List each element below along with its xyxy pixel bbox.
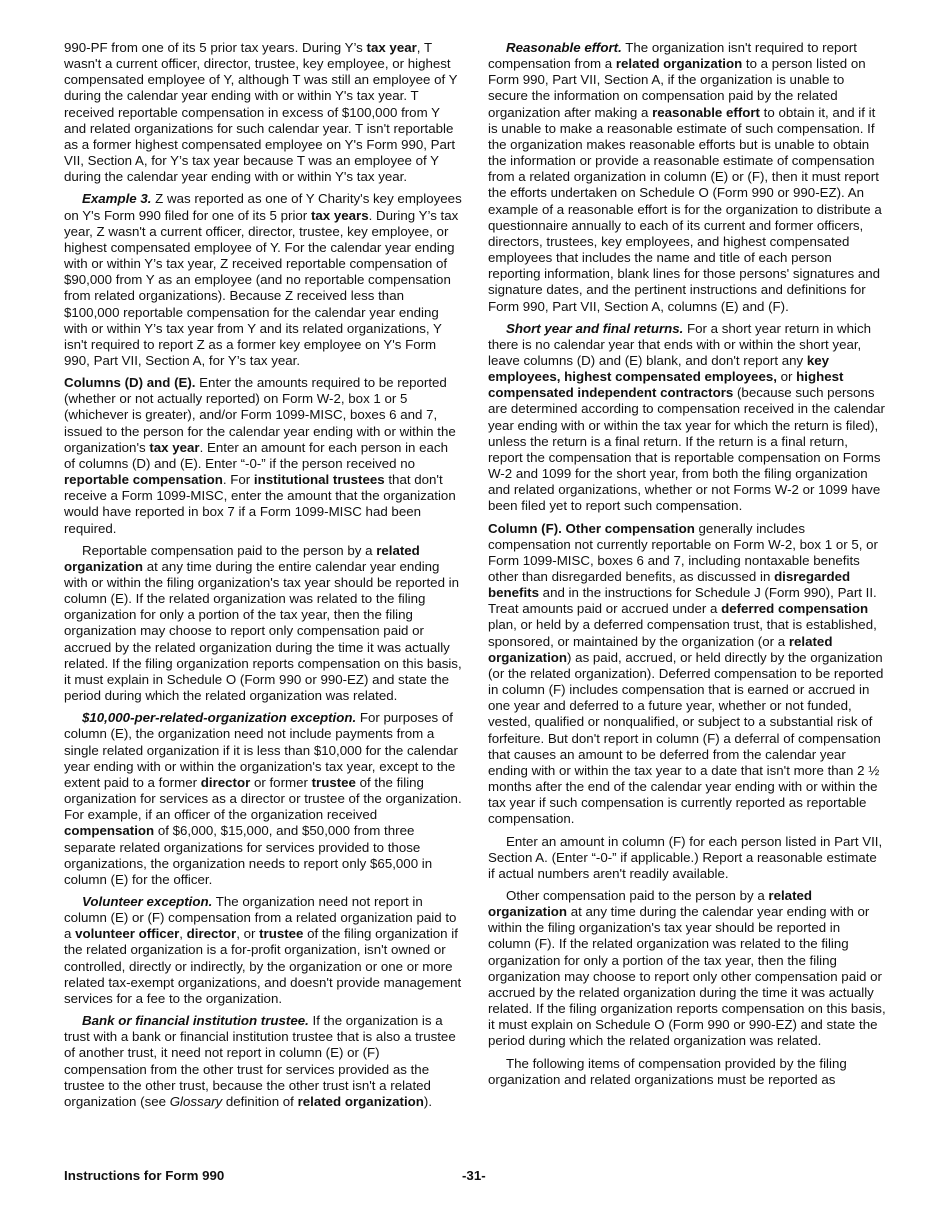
text-run: Column (F). Other compensation: [488, 520, 695, 536]
text-run: and in the instructions for Schedule J (Form 990), Part II. Treat amounts paid or accrued under a: [488, 585, 877, 617]
footer-title: Instructions for Form 990: [64, 1168, 225, 1183]
paragraph-l2: [64, 191, 462, 369]
text-run: disregarded benefits: [488, 569, 851, 601]
text-run: The organization need not report in column (E) or (F) compensation from a related organization paid to a: [64, 893, 457, 942]
paragraph-r3: [488, 521, 886, 828]
text-run: Enter an amount in column (F) for each person listed in Part VII, Section A. (Enter “-0-” if applicable.) Report a reasonable estimate if actual numbers aren't readily available.: [488, 833, 883, 881]
text-run: Reportable compensation paid to the person by a: [82, 542, 377, 558]
paragraph-l7: [64, 1013, 462, 1110]
text-run: For purposes of column (E), the organization need not include payments from a single related organization if it is less than $10,000 for the calendar year ending with or within the organization's tax year, except to the extent paid to a former: [64, 710, 458, 790]
text-run: at any time during the entire calendar year ending with or within the filing organization's tax year should be reported in column (E). If the related organization was related to the filing organization for only a portion of the tax year, then the filing organization may choose to report only compensation paid or accrued by the related organization during the time it was actually related. If the filing organization reports compensation on this basis, it must explain in Schedule O (Form 990 or 990-EZ) and state the period during which the related organization was related.: [64, 558, 462, 704]
text-run: For a short year return in which there is no calendar year that ends with or within the short year, leave columns (D) and (E) blank, and don't report any: [488, 320, 872, 368]
text-run: director: [200, 774, 251, 790]
left-column: [64, 40, 462, 1116]
text-run: Reasonable effort.: [506, 40, 622, 55]
text-run: related organization: [297, 1093, 424, 1109]
paragraph-r5: [488, 888, 886, 1050]
text-run: highest compensated independent contractors: [488, 369, 844, 401]
text-run: , or: [236, 926, 260, 942]
paragraph-r2: [488, 321, 886, 515]
text-run: Short year and final returns.: [506, 320, 684, 336]
text-run: generally includes compensation not currently reportable on Form W-2, box 1 or 5, or Form 1099-MISC, boxes 6 and 7, including nontaxable benefits other than disregarded benefits, as discussed in: [488, 520, 878, 584]
text-run: . For: [222, 472, 254, 488]
text-run: or former: [250, 774, 312, 790]
text-run: ).: [423, 1093, 433, 1109]
page-number: -31-: [462, 1168, 486, 1183]
text-run: plan, or held by a deferred compensation trust, that is established, sponsored, or maintained by the organization (or a: [488, 617, 877, 649]
text-run: , T wasn't a current officer, director, trustee, key employee, or highest compensated employee of Y, although T was still an employee of Y during the calendar year ending with or within Y's tax year. T received reportable compensation in excess of $100,000 from Y and related organizations for such calendar year. T isn't reportable as a former highest compensated employee on Y's Form 990, Part VII, Section A, for Y’s tax year because T was an employee of Y during the calendar year ending with or within Y's tax year.: [64, 40, 458, 185]
text-run: . During Y’s tax year, Z wasn't a current officer, director, trustee, key employee, or highest compensated employee of Y. For the calendar year ending with or within Y’s tax year, Z received reportable compensation of $90,000 from Y as an employee (and no reportable compensation from related organizations). Because Z received less than $100,000 reportable compensation for the calendar year ending with or within Y’s tax year from Y and its related organizations, Y isn't required to report Z as a former key employee on Y's Form 990, Part VII, Section A, for Y’s tax year.: [64, 207, 459, 368]
text-run: ,: [179, 926, 187, 942]
text-run: of $6,000, $15,000, and $50,000 from three separate related organizations for services provided to those organizations, the organization needs to report only $65,000 in column (E) for the officer.: [64, 823, 433, 887]
text-run: tax years: [310, 207, 369, 223]
text-run: reasonable effort: [652, 104, 760, 120]
text-run: (because such persons are determined according to compensation received in the calendar year ending with or within the tax year for which the return is filed), unless the return is a final return. If the return is a final return, report the compensation that is reportable compensation on Forms W-2 and 1099 for the short year, from both the filing organization and related organizations, whether or not Forms W-2 or 1099 have been filed yet to report such compensation.: [488, 385, 885, 514]
text-run: $10,000-per-related-organization exception.: [82, 710, 357, 726]
text-run: director: [186, 926, 237, 942]
text-run: key employees, highest compensated employees,: [488, 352, 830, 385]
paragraph-l6: [64, 894, 462, 1007]
paragraph-r6: [488, 1056, 886, 1088]
text-run: Example 3.: [82, 191, 152, 207]
text-run: The organization isn't required to report compensation from a: [488, 40, 857, 72]
text-run: Columns (D) and (E).: [64, 375, 196, 391]
text-run: trustee: [259, 926, 304, 942]
text-run: ) as paid, accrued, or held directly by the organization (or the related organization). Deferred compensation to be reported in column (F) includes compensation that is earned or accrued in one year and deferred to a future year, whether or not funded, vested, qualified or nonqualified, or subject to a substantial risk of forfeiture. But don't report in column (F) a deferral of compensation that causes an amount to be deferred from the calendar year ending with or within the tax year to a date that isn't more than 2 ½ months after the end of the calendar year ending with or within the tax year if such compensation is currently reported as reportable compensation.: [488, 649, 884, 827]
text-run: deferred compensation: [721, 601, 869, 617]
text-run: tax year: [366, 40, 417, 55]
text-run: related organization: [615, 56, 743, 72]
text-run: volunteer officer: [75, 926, 180, 942]
paragraph-l1: [64, 40, 462, 185]
text-run: Other compensation paid to the person by a: [506, 887, 769, 903]
text-run: to a person listed on Form 990, Part VII, Section A, if the organization is unable to secure the information on compensation paid by the related organization after making a: [488, 56, 866, 120]
text-run: Bank or financial institution trustee.: [82, 1013, 309, 1029]
text-run: compensation: [64, 823, 155, 839]
text-run: or: [776, 369, 797, 385]
text-run: related organization: [488, 887, 813, 920]
text-run: Z was reported as one of Y Charity's key employees on Y's Form 990 filed for one of its 5 prior: [64, 191, 462, 223]
text-run: If the organization is a trust with a bank or financial institution trustee that is also a trustee of another trust, it need not report in column (E) or (F) compensation from the other trust for services provided as the trustee to the other trust, because the other trust isn't a related organization (see: [64, 1013, 456, 1109]
text-run: Glossary: [169, 1093, 223, 1109]
text-run: trustee: [311, 774, 356, 790]
text-run: The following items of compensation provided by the filing organization and related organizations must be reported as: [488, 1055, 847, 1087]
text-run: 990-PF from one of its 5 prior tax years. During Y’s: [64, 40, 367, 55]
text-run: of the filing organization for services as a director or trustee of the organization. For example, if an officer of the organization received: [64, 774, 462, 823]
paragraph-l4: [64, 543, 462, 705]
paragraph-r4: [488, 834, 886, 882]
paragraph-l3: [64, 375, 462, 537]
text-run: tax year: [149, 439, 200, 455]
text-run: institutional trustees: [253, 472, 385, 488]
right-column: [488, 40, 886, 1094]
text-run: related organization: [488, 633, 833, 665]
text-run: that don't receive a Form 1099-MISC, enter the amount that the organization would have reported in box 7 if a Form 1099-MISC had been required.: [64, 472, 456, 536]
paragraph-r1: [488, 40, 886, 315]
text-run: of the filing organization if the related organization is a for-profit organization, isn't owned or controlled, directly or indirectly, by the organization or one or more related tax-exempt organizations, and doesn't provide management services for a fee to the organization.: [64, 926, 462, 1006]
text-run: at any time during the calendar year ending with or within the filing organization's tax year should be reported in column (F). If the related organization was related to the filing organization for only a portion of the tax year, then the filing organization may choose to report only other compensation paid or accrued by the related organization during the time it was actually related. If the filing organization reports compensation on this basis, it must explain on Schedule O (Form 990 or 990-EZ) and state the period during which the related organization was related.: [488, 904, 886, 1049]
text-run: to obtain it, and if it is unable to make a reasonable estimate of such compensation. If the organization makes reasonable efforts but is unable to obtain the information or provide a reasonable estimate of compensation from a related organization in column (E) or (F), then it must report the efforts undertaken on Schedule O (Form 990 or 990-EZ). An example of a reasonable effort is for the organization to distribute a questionnaire annually to each of its current and former officers, directors, trustees, key employees, and highest compensated employees that includes the name and title of each person reporting information, blank lines for those persons' signatures and signature dates, and the pertinent instructions and definitions for Form 990, Part VII, Section A, columns (E) and (F).: [488, 104, 882, 314]
text-run: Enter the amounts required to be reported (whether or not actually reported) on Form W-2, box 1 or 5 (whichever is greater), and/or Form 1099-MISC, boxes 6 and 7, issued to the person for the calendar year ending with or within the organization's: [64, 375, 456, 455]
text-run: definition of: [222, 1093, 298, 1109]
text-run: reportable compensation: [64, 472, 223, 488]
text-run: Volunteer exception.: [82, 893, 213, 909]
text-run: . Enter an amount for each person in each of columns (D) and (E). Enter “-0-” if the person received no: [64, 439, 448, 471]
paragraph-l5: [64, 710, 462, 888]
text-run: related organization: [64, 542, 420, 574]
